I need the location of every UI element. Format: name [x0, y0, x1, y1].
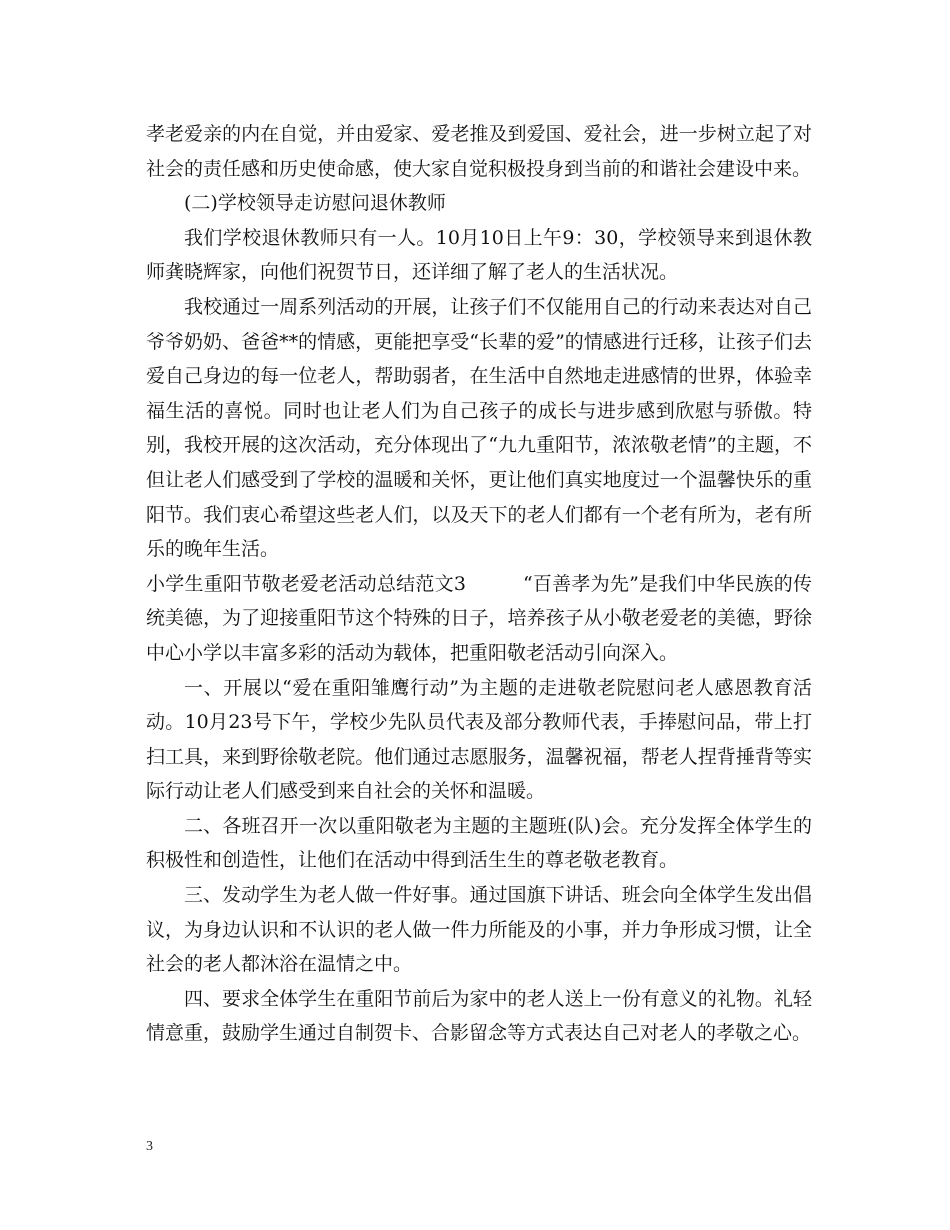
- list-item: 四、要求全体学生在重阳节前后为家中的老人送上一份有意义的礼物。礼轻情意重，鼓励学生通过自制贺卡、合影留念等方式表达自己对老人的孝敬之心。: [146, 987, 812, 1045]
- page-number: 3: [146, 1139, 153, 1154]
- paragraph: 孝老爱亲的内在自觉，并由爱家、爱老推及到爱国、爱社会，进一步树立起了对社会的责任感和历史使命感，使大家自觉积极投身到当前的和谐社会建设中来。: [146, 123, 812, 180]
- section-intro: “百善孝为先”是我们中华民族的传统美德，为了迎接重阳节这个特殊的日子，培养孩子从小敬老爱老的美德，野徐中心小学以丰富多彩的活动为载体，把重阳敬老活动引向深入。: [146, 572, 812, 664]
- paragraph: 我校通过一周系列活动的开展，让孩子们不仅能用自己的行动来表达对自己爷爷奶奶、爸爸**的情感，更能把享受“长辈的爱”的情感进行迁移，让孩子们去爱自己身边的每一位老人，帮助弱者，在生活中自然地走进感情的世界，体验幸福生活的喜悦。同时也让老人们为自己孩子的成长与进步感到欣慰与骄傲。特别，我校开展的这次活动，充分体现出了“九九重阳节，浓浓敬老情”的主题，不但让老人们感受到了学校的温暖和关怀，更让他们真实地度过一个温馨快乐的重阳节。我们衷心希望这些老人们，以及天下的老人们都有一个老有所为，老有所乐的晚年生活。: [146, 295, 812, 561]
- document-body: [146, 117, 812, 1051]
- list-item: 二、各班召开一次以重阳敬老为主题的主题班(队)会。充分发挥全体学生的积极性和创造性，让他们在活动中得到活生生的尊老敬老教育。: [146, 814, 812, 872]
- paragraph: 我们学校退休教师只有一人。10月10日上午9：30，学校领导来到退休教师龚晓辉家，向他们祝贺节日，还详细了解了老人的生活状况。: [146, 226, 812, 284]
- section-gap: [466, 573, 523, 595]
- subheading: (二)学校领导走访慰问退休教师: [184, 192, 446, 215]
- list-item: 一、开展以“爱在重阳雏鹰行动”为主题的走进敬老院慰问老人感恩教育活动。10月23号下午，学校少先队员代表及部分教师代表，手捧慰问品，带上打扫工具，来到野徐敬老院。他们通过志愿服务，温馨祝福，帮老人捏背捶背等实际行动让老人们感受到来自社会的关怀和温暖。: [146, 676, 812, 803]
- section-paragraph: [146, 567, 812, 671]
- list-item: 三、发动学生为老人做一件好事。通过国旗下讲话、班会向全体学生发出倡议，为身边认识和不认识的老人做一件力所能及的小事，并力争形成习惯，让全社会的老人都沐浴在温情之中。: [146, 884, 812, 976]
- section-title: 小学生重阳节敬老爱老活动总结范文3: [146, 572, 466, 595]
